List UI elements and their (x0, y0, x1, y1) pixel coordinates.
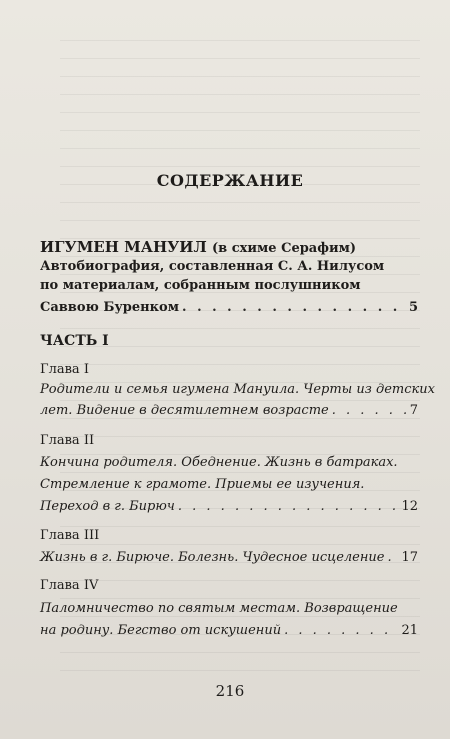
chapter-1-last-line: лет. Видение в десятилетнем возрасте (40, 403, 329, 418)
leader-dots (332, 403, 407, 418)
chapter-3-label: Глава III (40, 528, 100, 543)
intro-desc-line-1: Автобиография, составленная С. А. Нилусом (40, 259, 385, 274)
chapter-3-last-line: Жизнь в г. Бирюче. Болезнь. Чудесное исцеление (40, 550, 385, 565)
intro-heading-name: ИГУМЕН МАНУИЛ (40, 238, 207, 256)
chapter-1-entry[interactable] (40, 403, 418, 418)
chapter-1-page-number: 7 (409, 403, 418, 418)
chapter-4-line-1: Паломничество по святым местам. Возвращение (40, 601, 398, 616)
chapter-2-last-line: Переход в г. Бирюч (40, 499, 175, 514)
chapter-3-page-number: 17 (401, 550, 418, 565)
chapter-2-line-1: Кончина родителя. Обеднение. Жизнь в батраках. (40, 455, 398, 470)
chapter-1-label: Глава I (40, 362, 89, 377)
leader-dots (284, 623, 398, 638)
bleed-through-texture (60, 40, 420, 680)
toc-title: СОДЕРЖАНИЕ (156, 171, 304, 190)
chapter-2-label: Глава II (40, 433, 95, 448)
chapter-4-last-line: на родину. Бегство от искушений (40, 623, 282, 638)
page-number: 216 (215, 682, 245, 700)
intro-page-number: 5 (408, 300, 418, 315)
intro-desc-line-2: по материалам, собранным послушником (40, 278, 361, 293)
leader-dots (182, 300, 406, 315)
chapter-2-line-2: Стремление к грамоте. Приемы ее изучения. (40, 477, 365, 492)
chapter-2-entry[interactable] (40, 499, 418, 514)
chapter-4-page-number: 21 (401, 623, 418, 638)
chapter-3-entry[interactable] (40, 550, 418, 565)
leader-dots (388, 550, 399, 565)
chapter-4-label: Глава IV (40, 578, 99, 593)
chapter-2-page-number: 12 (401, 499, 418, 514)
leader-dots (178, 499, 399, 514)
part-title: ЧАСТЬ I (40, 333, 109, 349)
intro-heading-sub: (в схиме Серафим) (211, 241, 357, 256)
intro-entry-last-line[interactable] (40, 300, 418, 315)
intro-heading (40, 238, 356, 256)
chapter-1-line-1: Родители и семья игумена Мануила. Черты из детских (40, 382, 436, 397)
chapter-4-entry[interactable] (40, 623, 418, 638)
intro-desc-line-3: Саввою Буренком (40, 300, 180, 315)
